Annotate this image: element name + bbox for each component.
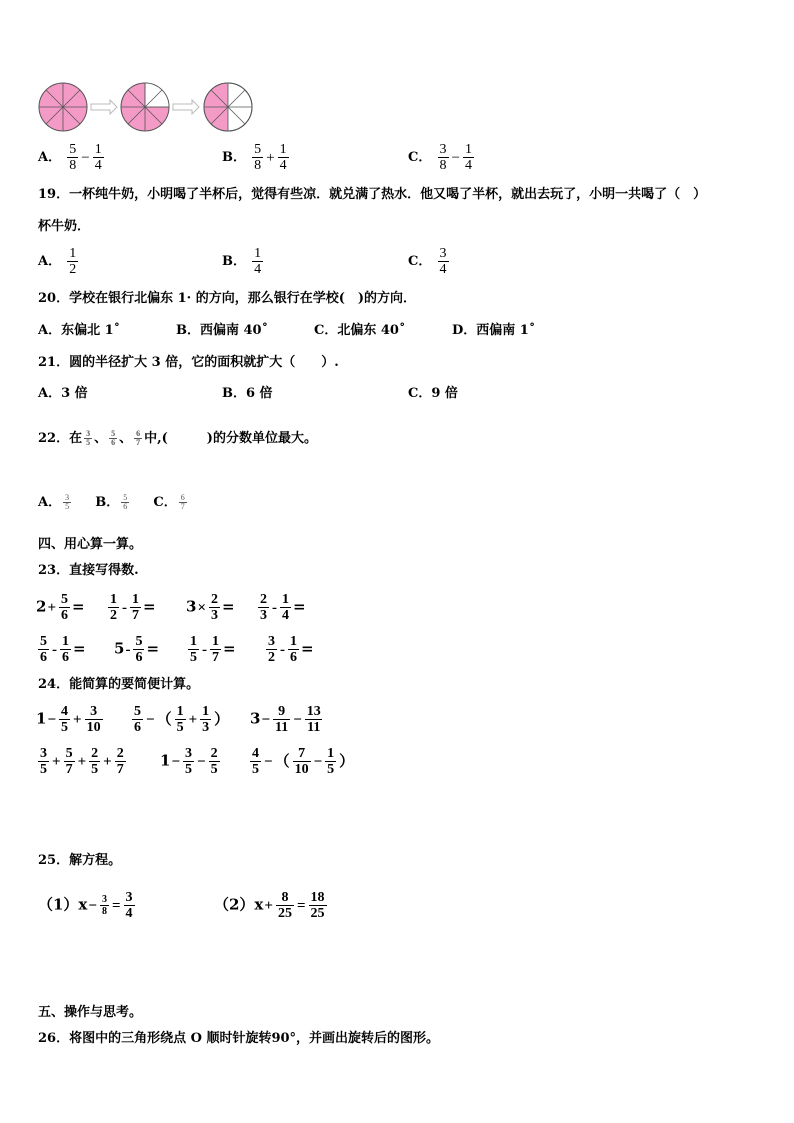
section-4-title: 四、用心算一算。	[38, 537, 143, 552]
q22-options: A． $\frac{3}{5}$ B． $\frac{5}{6}$ C． $\frac{6}{7}$	[38, 493, 185, 511]
q25-title: 25．解方程。	[38, 853, 122, 868]
q22-question: 22．在 $\frac{3}{5}$ 、 $\frac{5}{6}$ 、 $\frac{6}{7}$ 中,( )的分数单位最大。	[38, 429, 317, 447]
section-5-title: 五、操作与思考。	[38, 1005, 143, 1020]
arrow-1	[91, 100, 117, 114]
q19-option-a: A． $\frac{1}{2}$	[38, 246, 77, 277]
q18-option-c: C． $\frac{3}{8}$ − $\frac{1}{4}$	[408, 142, 472, 173]
q23-item-c: 3× $\frac{2}{3}$ =	[186, 592, 235, 623]
q18-option-a: A． $\frac{5}{8}$ − $\frac{1}{4}$	[38, 142, 102, 173]
q24-expr-5: 1− $\frac{3}{5}$ − $\frac{2}{5}$	[160, 746, 218, 777]
q20-option-c: C．北偏东 40˚	[314, 323, 406, 338]
q24-expr-3: 3− $\frac{9}{11}$ − $\frac{13}{11}$	[250, 704, 321, 735]
pie-3	[204, 83, 252, 131]
pie-2	[121, 83, 169, 131]
q19-option-b: B． $\frac{1}{4}$	[222, 246, 262, 277]
q20-option-d: D．西偏南 1˚	[452, 323, 536, 338]
q21-option-b: B．6 倍	[222, 386, 273, 401]
q23-item-e: $\frac{5}{6}$ - $\frac{1}{6}$ =	[40, 634, 86, 665]
q23-item-g: $\frac{1}{5}$ - $\frac{1}{7}$ =	[190, 634, 236, 665]
q25-equation-1: （1）x− $\frac{3}{8}$ = $\frac{3}{4}$	[38, 890, 133, 921]
pie-1	[39, 83, 87, 131]
q20-option-b: B．西偏南 40˚	[176, 323, 269, 338]
q19-option-c: C． $\frac{3}{4}$	[408, 246, 447, 277]
q23-item-a: 2+ $\frac{5}{6}$ =	[36, 592, 85, 623]
q20-option-a: A．东偏北 1˚	[38, 323, 121, 338]
q20-question: 20．学校在银行北偏东 1· 的方向，那么银行在学校( )的方向．	[38, 291, 417, 306]
q19-question: 19．一杯纯牛奶，小明喝了半杯后，觉得有些凉．就兑满了热水．他又喝了半杯，就出去玩了，小明一共喝了（ ）	[38, 187, 707, 202]
q19-question-cont: 杯牛奶．	[38, 219, 91, 234]
q18-option-b: B． $\frac{5}{8}$ + $\frac{1}{4}$	[222, 142, 287, 173]
q21-option-a: A．3 倍	[38, 386, 88, 401]
q23-item-f: 5- $\frac{5}{6}$ =	[114, 634, 160, 665]
q24-expr-2: $\frac{5}{6}$ − （ $\frac{1}{5}$ + $\frac{1}{3}$ ）	[134, 704, 230, 735]
q23-item-d: $\frac{2}{3}$ - $\frac{1}{4}$ =	[260, 592, 306, 623]
q23-title: 23．直接写得数.	[38, 563, 139, 578]
q21-question: 21．圆的半径扩大 3 倍，它的面积就扩大（ ）.	[38, 355, 339, 370]
q24-expr-1: 1− $\frac{4}{5}$ + $\frac{3}{10}$	[36, 704, 101, 735]
q26-question: 26．将图中的三角形绕点 O 顺时针旋转90°，并画出旋转后的图形。	[38, 1031, 440, 1046]
q23-item-h: $\frac{3}{2}$ - $\frac{1}{6}$ =	[268, 634, 314, 665]
q24-expr-4: $\frac{3}{5}$ + $\frac{5}{7}$ + $\frac{2}{5}$ + $\frac{2}{7}$	[40, 746, 124, 777]
q24-title: 24．能简算的要简便计算。	[38, 677, 200, 692]
q25-equation-2: （2）x+ $\frac{8}{25}$ = $\frac{18}{25}$	[214, 890, 325, 921]
arrow-2	[173, 100, 199, 114]
q21-option-c: C．9 倍	[408, 386, 458, 401]
q23-item-b: $\frac{1}{2}$ - $\frac{1}{7}$ =	[110, 592, 156, 623]
fraction-pie-diagram	[36, 80, 266, 136]
q24-expr-6: $\frac{4}{5}$ − （ $\frac{7}{10}$ − $\frac{1}{5}$ ）	[252, 746, 355, 777]
